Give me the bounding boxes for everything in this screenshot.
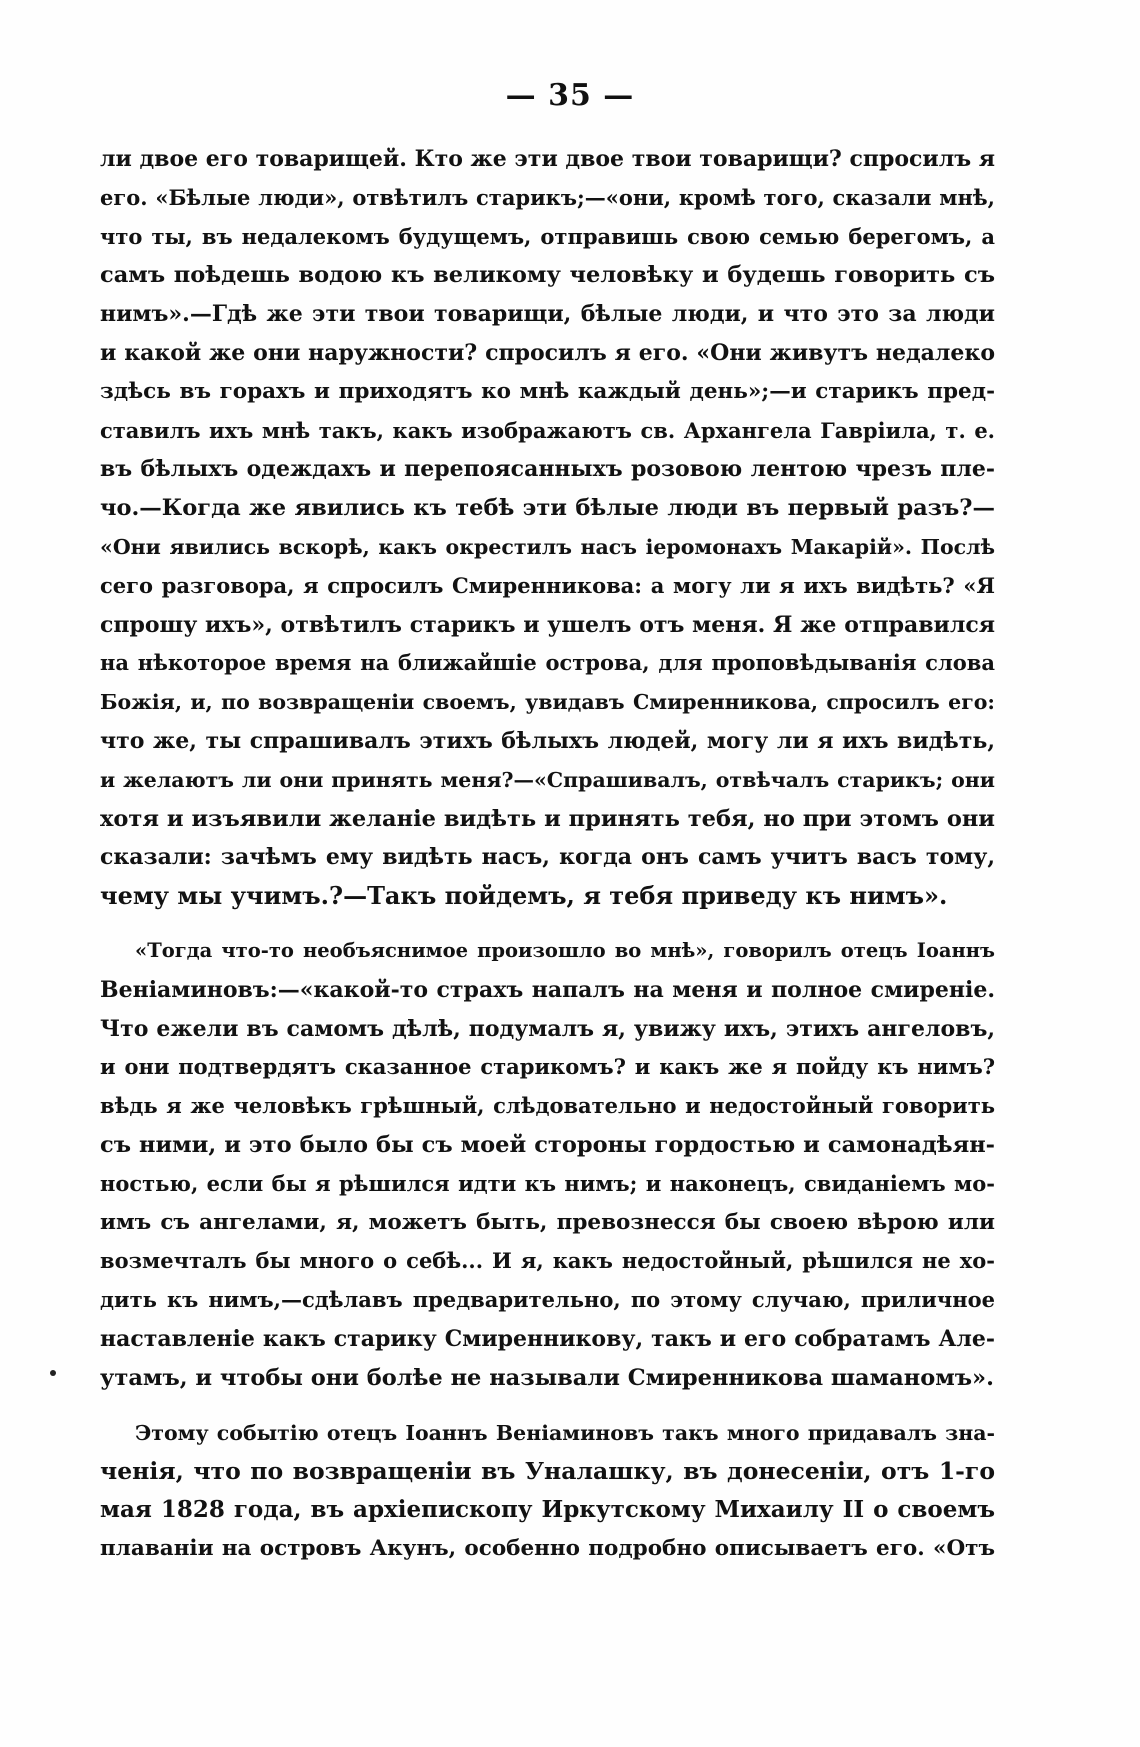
text-line: и желаютъ ли они принять меня?—«Спрашивалъ, отвѣчалъ старикъ; они <box>100 767 995 792</box>
text-line: вѣдь я же человѣкъ грѣшный, слѣдовательно и недостойный говорить <box>100 1093 995 1119</box>
text-line: въ бѣлыхъ одеждахъ и перепоясанныхъ розовою лентою чрезъ пле- <box>100 456 995 483</box>
ink-speck <box>50 1370 56 1376</box>
text-line: его. «Бѣлые люди», отвѣтилъ старикъ;—«они, кромѣ того, сказали мнѣ, <box>100 184 995 210</box>
text-line: на нѣкоторое время на ближайшіе острова, для проповѣдыванія слова <box>100 650 995 676</box>
text-line: ставилъ ихъ мнѣ такъ, какъ изображаютъ св. Архангела Гавріила, т. е. <box>100 417 995 443</box>
paragraph <box>100 1414 995 1569</box>
text-line: самъ поѣдешь водою къ великому человѣку и будешь говорить съ <box>100 262 995 289</box>
text-line: хотя и изъявили желаніе видѣть и принять тебя, но при этомъ они <box>100 805 995 832</box>
text-line: возмечталъ бы много о себѣ... И я, какъ недостойный, рѣшился не хо- <box>100 1248 995 1274</box>
text-line: что ты, въ недалекомъ будущемъ, отправишь свою семью берегомъ, а <box>100 223 995 249</box>
text-line: утамъ, и чтобы они болѣе не называли Смиренникова шаманомъ». <box>100 1364 994 1391</box>
text-line: мая 1828 года, въ архіепископу Иркутскому Михаилу II о своемъ <box>100 1496 995 1524</box>
text-line: что же, ты спрашивалъ этихъ бѣлыхъ людей, могу ли я ихъ видѣть, <box>100 727 995 754</box>
text-line: имъ съ ангелами, я, можетъ быть, превознесся бы своею вѣрою или <box>100 1209 995 1235</box>
paragraph <box>100 140 995 916</box>
paragraph-gap <box>100 1398 995 1414</box>
text-line: Что ежели въ самомъ дѣлѣ, подумалъ я, увижу ихъ, этихъ ангеловъ, <box>100 1015 995 1042</box>
text-line: Этому событію отецъ Іоаннъ Веніаминовъ такъ много придавалъ зна- <box>135 1420 995 1445</box>
text-line: «Они явились вскорѣ, какъ окрестилъ насъ іеромонахъ Макарій». Послѣ <box>100 534 995 559</box>
text-line: и они подтвердятъ сказанное старикомъ? и какъ же я пойду къ нимъ? <box>100 1054 995 1080</box>
text-line: ли двое его товарищей. Кто же эти двое твои товарищи? спросилъ я <box>100 146 996 172</box>
text-line: Веніаминовъ:—«какой-то страхъ напалъ на меня и полное смиреніе. <box>100 976 995 1003</box>
text-line: дить къ нимъ,—сдѣлавъ предварительно, по этому случаю, приличное <box>100 1287 995 1313</box>
text-line: ченія, что по возвращеніи въ Уналашку, въ донесеніи, отъ 1-го <box>100 1457 995 1486</box>
text-line: здѣсь въ горахъ и приходятъ ко мнѣ каждый день»;—и старикъ пред- <box>100 378 995 404</box>
text-line: плаваніи на островъ Акунъ, особенно подробно описываетъ его. «Отъ <box>100 1535 995 1561</box>
paragraph-gap <box>100 916 995 932</box>
text-line: ностью, если бы я рѣшился идти къ нимъ; и наконецъ, свиданіемъ мо- <box>100 1170 995 1196</box>
text-line: наставленіе какъ старику Смиренникову, такъ и его собратамъ Але- <box>100 1325 995 1352</box>
text-line: сказали: зачѣмъ ему видѣть насъ, когда онъ самъ учитъ васъ тому, <box>100 844 995 871</box>
text-line: съ ними, и это было бы съ моей стороны гордостью и самонадѣян- <box>100 1131 995 1158</box>
text-line: и какой же они наружности? спросилъ я его. «Они живутъ недалеко <box>100 339 995 366</box>
text-line: Божія, и, по возвращеніи своемъ, увидавъ Смиренникова, спросилъ его: <box>100 690 995 715</box>
page-number: — 35 — <box>505 78 635 113</box>
text-line: спрошу ихъ», отвѣтилъ старикъ и ушелъ отъ меня. Я же отправился <box>100 611 995 638</box>
text-line: чему мы учимъ.?—Такъ пойдемъ, я тебя приведу къ нимъ». <box>100 881 948 911</box>
text-line: сего разговора, я спросилъ Смиренникова: а могу ли я ихъ видѣть? «Я <box>100 572 995 598</box>
text-line: чо.—Когда же явились къ тебѣ эти бѣлые люди въ первый разъ?— <box>100 495 995 522</box>
paragraph <box>100 932 995 1398</box>
text-line: «Тогда что-то необъяснимое произошло во мнѣ», говорилъ отецъ Іоаннъ <box>135 938 995 962</box>
page-text <box>100 140 995 1569</box>
text-line: нимъ».—Гдѣ же эти твои товарищи, бѣлые люди, и что это за люди <box>100 301 995 328</box>
